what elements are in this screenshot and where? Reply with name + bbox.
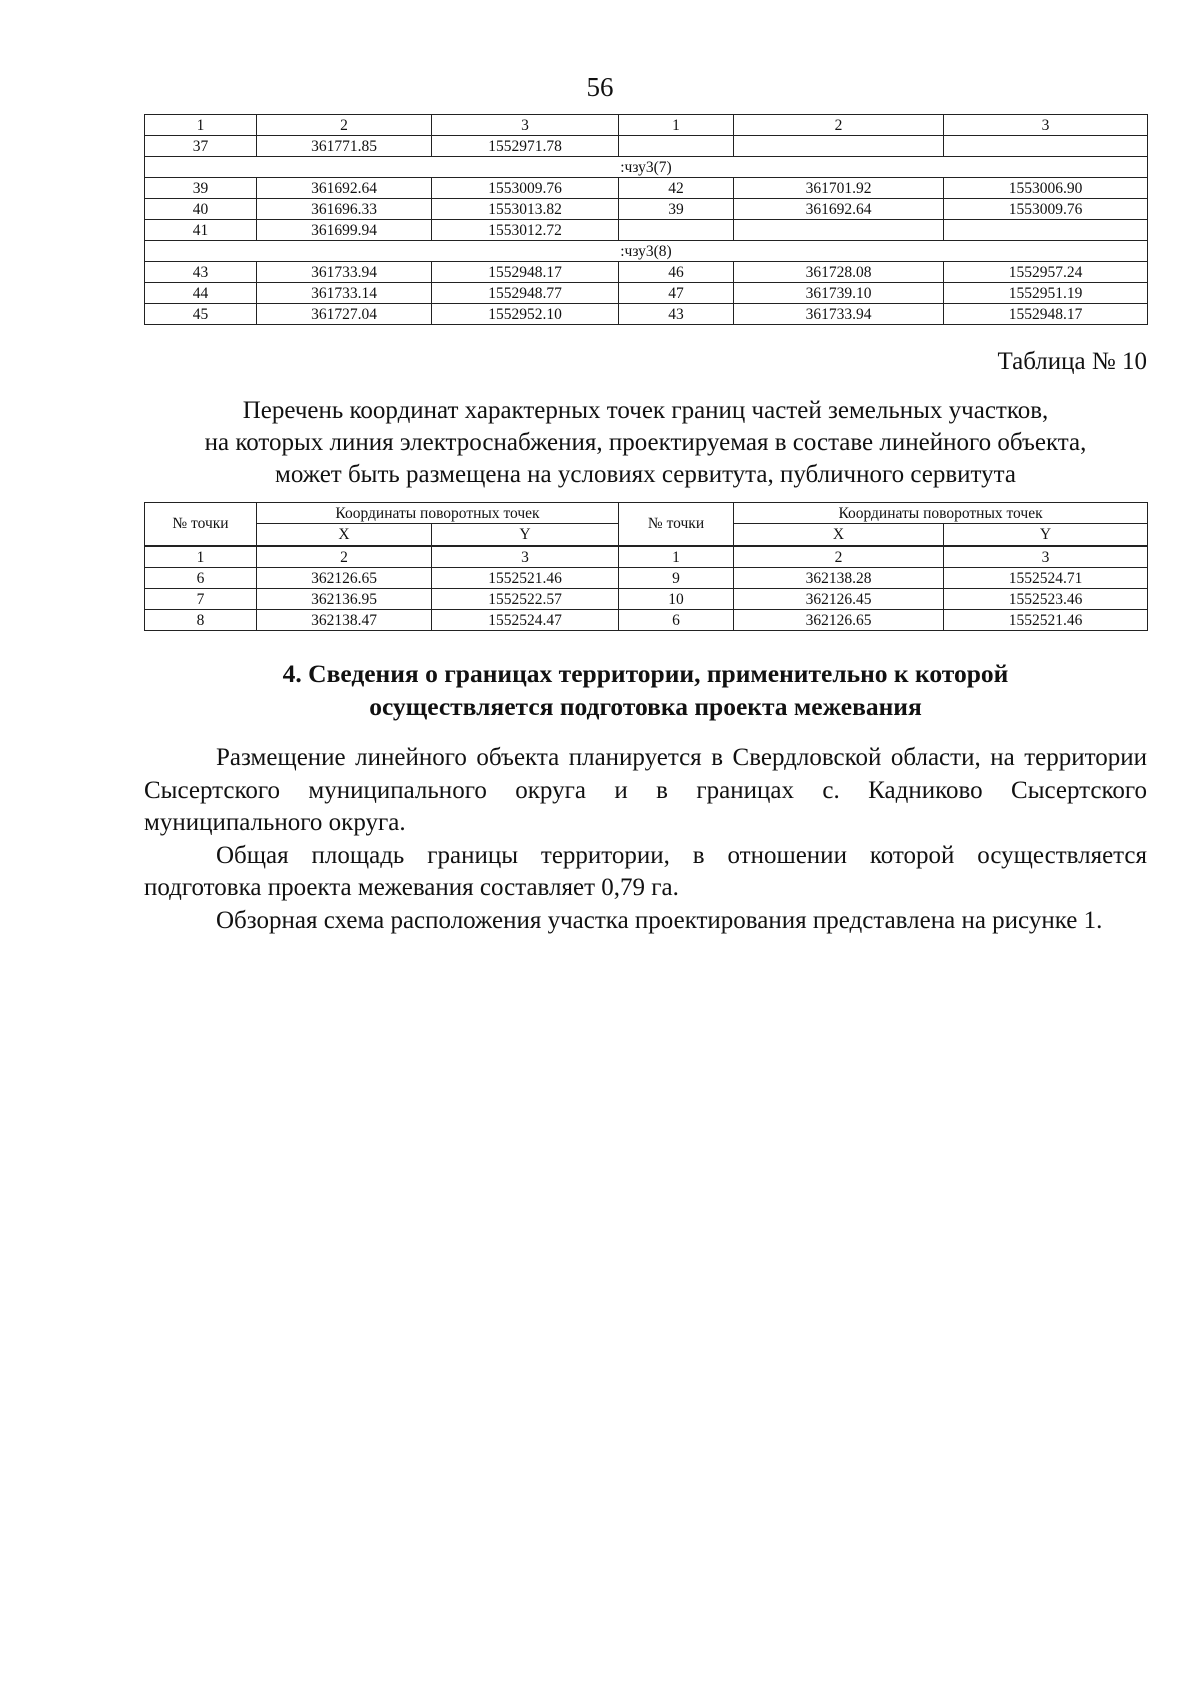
table-row bbox=[145, 589, 1148, 610]
table-cell: 1552523.46 bbox=[944, 589, 1148, 610]
table-cell: 1552952.10 bbox=[432, 304, 619, 325]
column-number-cell: 1 bbox=[619, 546, 734, 568]
table-cell: 6 bbox=[619, 610, 734, 631]
column-number-cell: 3 bbox=[944, 546, 1148, 568]
column-number-cell: 2 bbox=[257, 115, 432, 136]
servitude-coordinates-table bbox=[144, 502, 1148, 631]
table-cell: 43 bbox=[619, 304, 734, 325]
table-title-line: может быть размещена на условиях сервитута, публичного сервитута bbox=[275, 461, 1016, 488]
table-cell: 10 bbox=[619, 589, 734, 610]
table-cell: 362138.28 bbox=[734, 568, 944, 589]
table-cell: 46 bbox=[619, 262, 734, 283]
body-paragraph: Обзорная схема расположения участка проектирования представлена на рисунке 1. bbox=[216, 906, 1103, 934]
table-row bbox=[145, 220, 1148, 241]
column-number-cell: 2 bbox=[734, 115, 944, 136]
table-cell: 362126.45 bbox=[734, 589, 944, 610]
column-number-row bbox=[145, 546, 1148, 568]
table-cell: 1552957.24 bbox=[944, 262, 1148, 283]
table-cell: 362126.65 bbox=[257, 568, 432, 589]
table-cell: 362136.95 bbox=[257, 589, 432, 610]
table-row bbox=[145, 304, 1148, 325]
column-number-cell: 1 bbox=[145, 115, 257, 136]
column-number-cell: 3 bbox=[432, 115, 619, 136]
table-cell: 42 bbox=[619, 178, 734, 199]
table-body bbox=[145, 568, 1148, 631]
table-cell: 1552948.77 bbox=[432, 283, 619, 304]
table-cell: 1552521.46 bbox=[432, 568, 619, 589]
table-cell: 1553009.76 bbox=[944, 199, 1148, 220]
table-cell bbox=[619, 136, 734, 157]
table-row bbox=[145, 136, 1148, 157]
section-heading bbox=[144, 657, 1147, 723]
table-body bbox=[145, 136, 1148, 325]
table-row bbox=[145, 199, 1148, 220]
table-cell: 39 bbox=[145, 178, 257, 199]
table-cell: 1553013.82 bbox=[432, 199, 619, 220]
group-label-row bbox=[145, 241, 1148, 262]
column-number-cell: 1 bbox=[145, 546, 257, 568]
table-header-row bbox=[145, 503, 1148, 524]
body-paragraph: Размещение линейного объекта планируется в Свердловской области, на территории Сысертского муниципального округа и в границах с. Кадниково Сысертского муниципального округа. bbox=[144, 744, 1147, 836]
table-cell: 1552522.57 bbox=[432, 589, 619, 610]
table-cell: 37 bbox=[145, 136, 257, 157]
table-title-line: на которых линия электроснабжения, проектируемая в составе линейного объекта, bbox=[204, 429, 1087, 456]
table-row bbox=[145, 262, 1148, 283]
table-cell: 1553012.72 bbox=[432, 220, 619, 241]
table-cell: 361733.94 bbox=[257, 262, 432, 283]
table-cell: 361739.10 bbox=[734, 283, 944, 304]
table-cell bbox=[734, 136, 944, 157]
section-heading-line: 4. Сведения о границах территории, применительно к которой bbox=[282, 659, 1009, 688]
table-cell: 361733.14 bbox=[257, 283, 432, 304]
body-paragraph: Общая площадь границы территории, в отношении которой осуществляется подготовка проекта межевания составляет 0,79 га. bbox=[144, 841, 1147, 901]
table-cell: 47 bbox=[619, 283, 734, 304]
table-cell: 1552521.46 bbox=[944, 610, 1148, 631]
section-body bbox=[144, 742, 1147, 937]
table-cell: 362138.47 bbox=[257, 610, 432, 631]
table-row bbox=[145, 610, 1148, 631]
y-header: Y bbox=[944, 524, 1148, 546]
table-cell: 43 bbox=[145, 262, 257, 283]
column-number-cell: 2 bbox=[257, 546, 432, 568]
table-cell: 362126.65 bbox=[734, 610, 944, 631]
group-label-row bbox=[145, 157, 1148, 178]
table-cell: 361771.85 bbox=[257, 136, 432, 157]
table-title-line: Перечень координат характерных точек границ частей земельных участков, bbox=[242, 397, 1049, 424]
table-cell: 361699.94 bbox=[257, 220, 432, 241]
point-number-header: № точки bbox=[145, 503, 257, 547]
table-cell: 40 bbox=[145, 199, 257, 220]
table-row bbox=[145, 178, 1148, 199]
table-cell: 7 bbox=[145, 589, 257, 610]
column-number-cell: 1 bbox=[619, 115, 734, 136]
table-cell: 361733.94 bbox=[734, 304, 944, 325]
coordinates-header: Координаты поворотных точек bbox=[257, 503, 619, 524]
table-row bbox=[145, 283, 1148, 304]
table-cell: 9 bbox=[619, 568, 734, 589]
table-cell: 361701.92 bbox=[734, 178, 944, 199]
table-cell: 361728.08 bbox=[734, 262, 944, 283]
table-cell: 1552524.71 bbox=[944, 568, 1148, 589]
section-heading-line: осуществляется подготовка проекта межевания bbox=[369, 692, 922, 721]
y-header: Y bbox=[432, 524, 619, 546]
column-number-cell: 3 bbox=[432, 546, 619, 568]
coordinates-table-continued bbox=[144, 114, 1148, 325]
table-cell bbox=[619, 220, 734, 241]
column-number-cell: 3 bbox=[944, 115, 1148, 136]
table-cell: 1552948.17 bbox=[432, 262, 619, 283]
table-cell bbox=[944, 220, 1148, 241]
x-header: X bbox=[257, 524, 432, 546]
table-cell: 1552971.78 bbox=[432, 136, 619, 157]
point-number-header: № точки bbox=[619, 503, 734, 547]
table-cell: 1553009.76 bbox=[432, 178, 619, 199]
table-cell: 1552948.17 bbox=[944, 304, 1148, 325]
table-cell: 44 bbox=[145, 283, 257, 304]
group-label: :чзу3(7) bbox=[145, 157, 1148, 178]
table-cell: 1552951.19 bbox=[944, 283, 1148, 304]
table-cell: 41 bbox=[145, 220, 257, 241]
table-cell: 39 bbox=[619, 199, 734, 220]
table-cell: 6 bbox=[145, 568, 257, 589]
table-cell: 8 bbox=[145, 610, 257, 631]
coordinates-header: Координаты поворотных точек bbox=[734, 503, 1148, 524]
table-cell: 361692.64 bbox=[257, 178, 432, 199]
table-cell bbox=[734, 220, 944, 241]
table-cell: 361727.04 bbox=[257, 304, 432, 325]
group-label: :чзу3(8) bbox=[145, 241, 1148, 262]
table-cell bbox=[944, 136, 1148, 157]
table-cell: 361692.64 bbox=[734, 199, 944, 220]
table-title bbox=[144, 395, 1147, 491]
table-row bbox=[145, 568, 1148, 589]
column-number-row bbox=[145, 115, 1148, 136]
page-number: 56 bbox=[586, 72, 614, 102]
table-cell: 1553006.90 bbox=[944, 178, 1148, 199]
column-number-cell: 2 bbox=[734, 546, 944, 568]
x-header: X bbox=[734, 524, 944, 546]
table-cell: 45 bbox=[145, 304, 257, 325]
table-caption: Таблица № 10 bbox=[997, 348, 1147, 375]
table-cell: 361696.33 bbox=[257, 199, 432, 220]
table-cell: 1552524.47 bbox=[432, 610, 619, 631]
